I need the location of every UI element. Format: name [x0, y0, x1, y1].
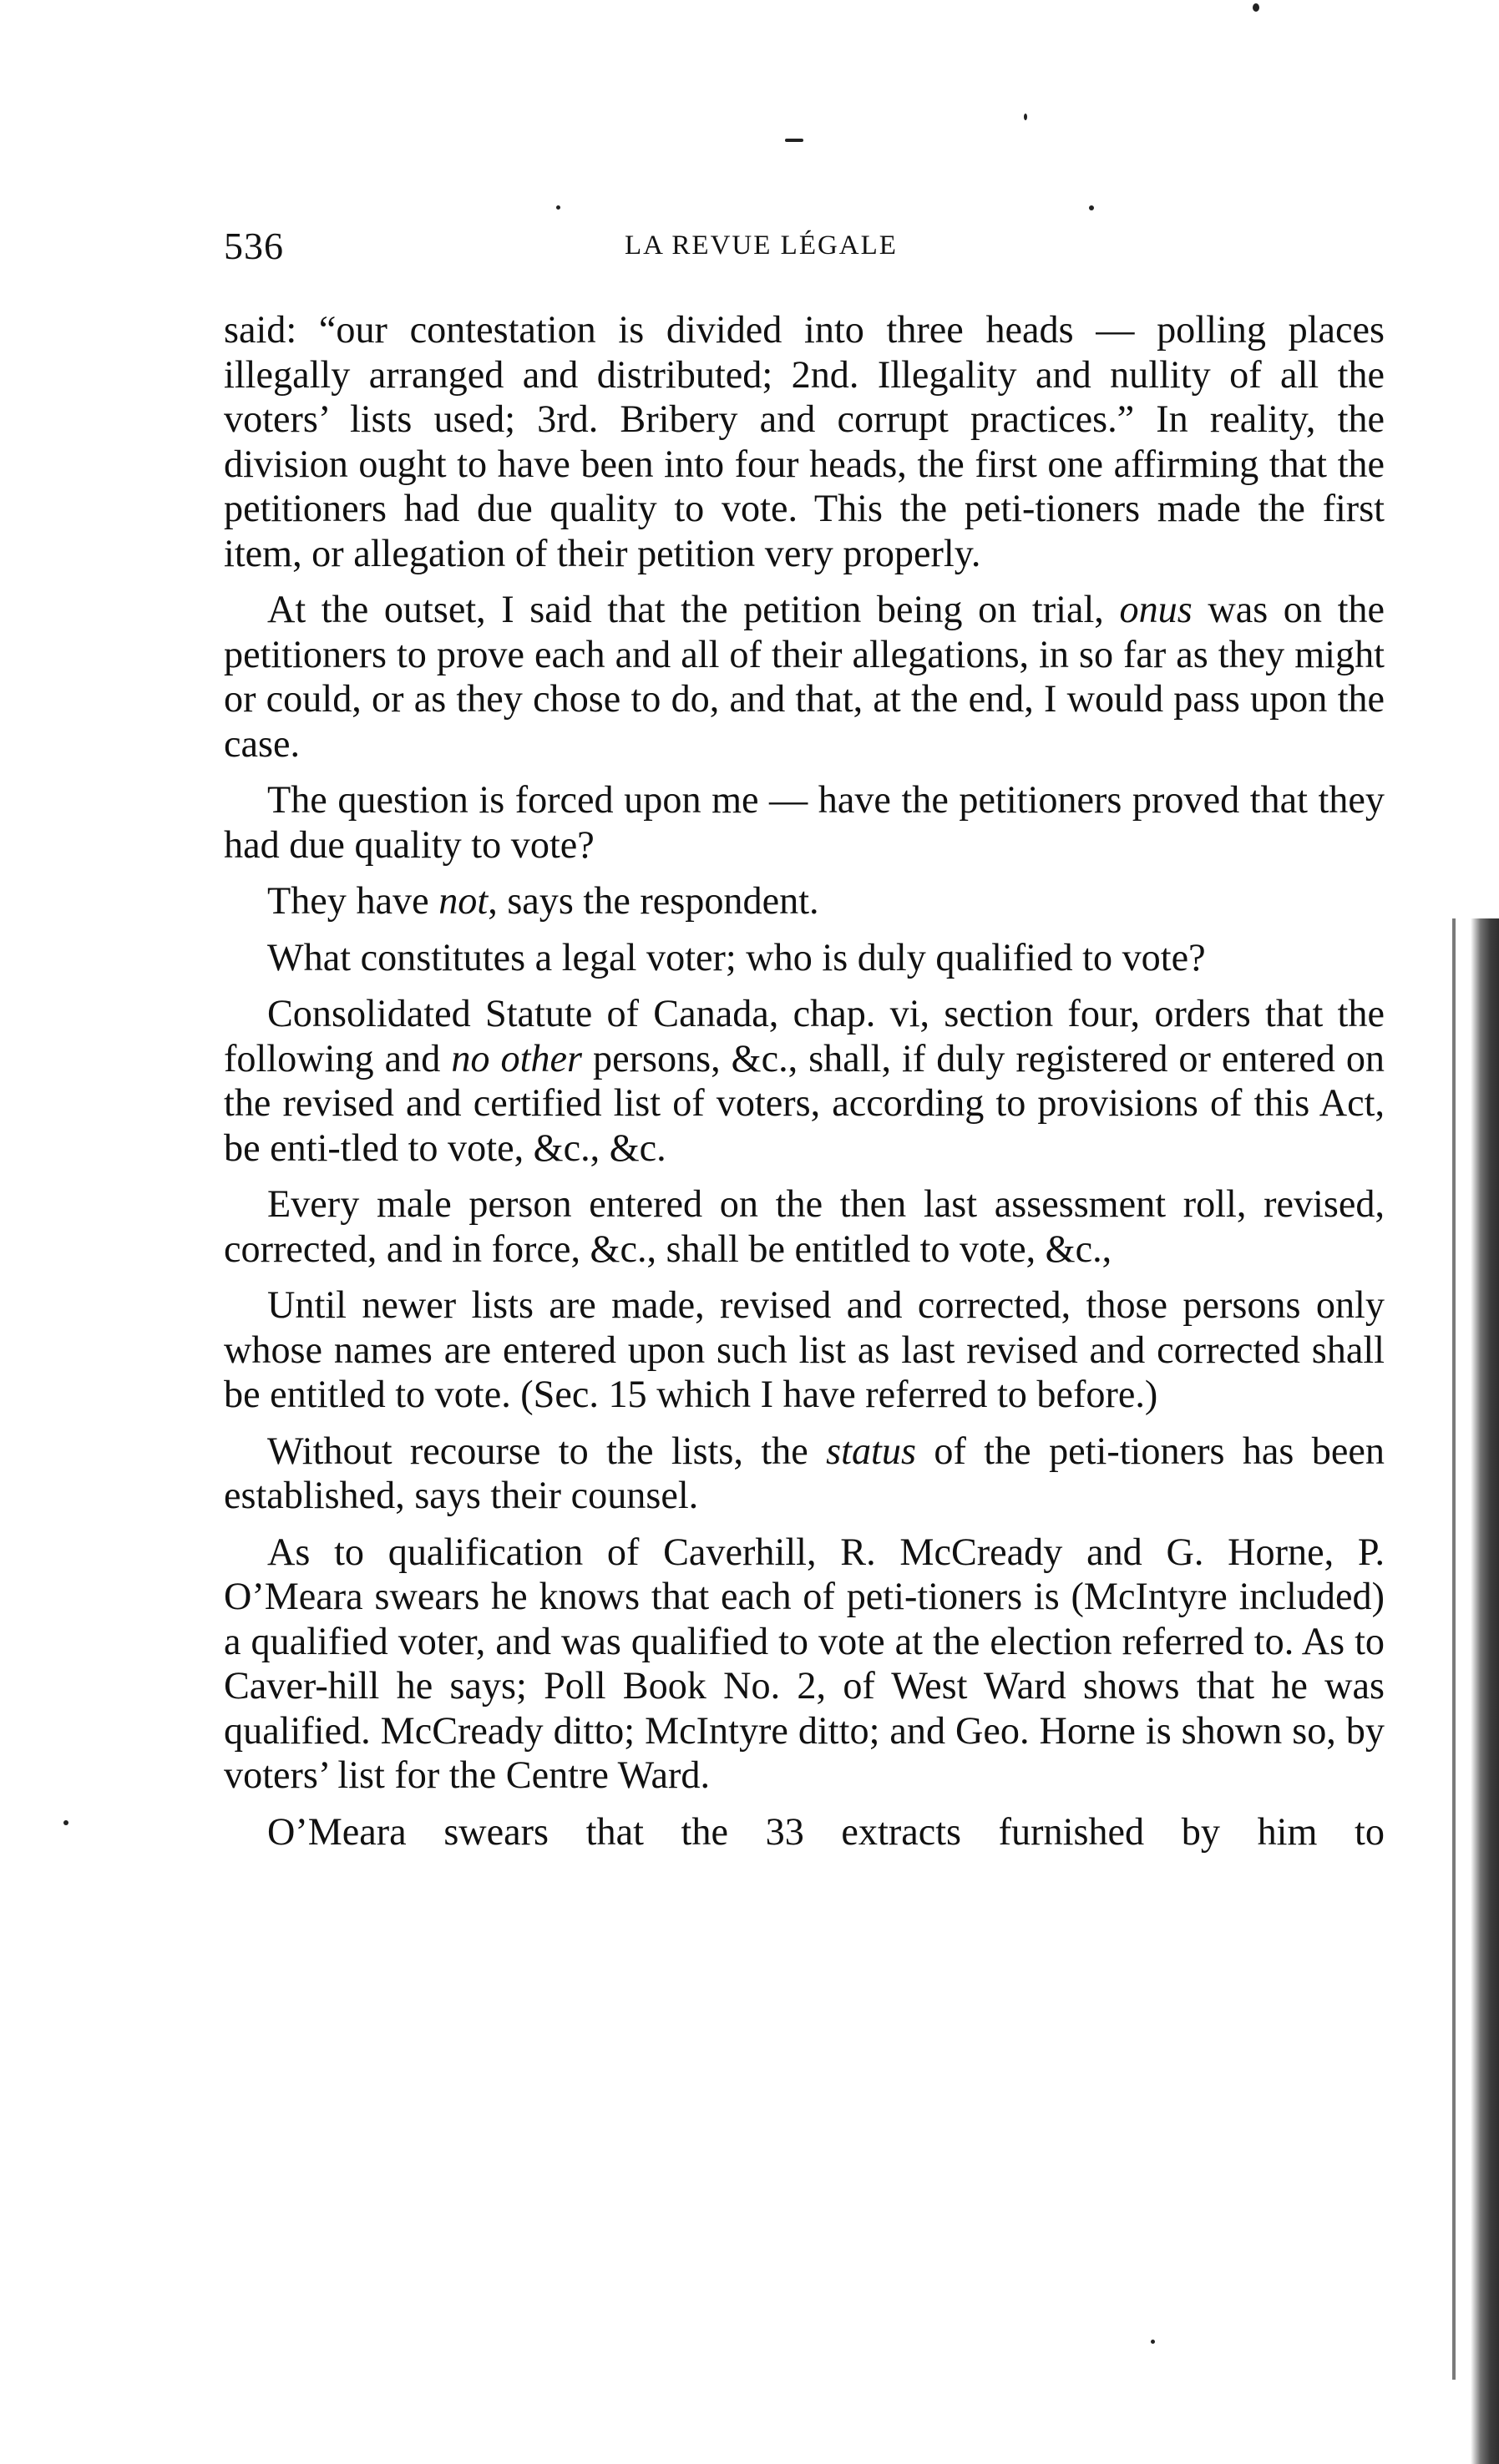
italic-text: not — [438, 879, 489, 922]
text-run: What constitutes a legal voter; who is duly qualified to vote? — [267, 935, 1206, 979]
scan-speck — [785, 139, 803, 142]
text-run: persons, &c., shall, if duly registered or entered on the revised and certified list of voters, according to provisions of this Act, be enti-tled to vote, &c., &c. — [224, 1036, 1385, 1169]
scan-speck — [1253, 3, 1259, 12]
paragraph — [224, 935, 1385, 980]
italic-text: status — [826, 1429, 916, 1472]
body-text — [224, 307, 1385, 1865]
text-run: Every male person entered on the then last assessment roll, revised, corrected, and in force, &c., shall be entitled to vote, &c., — [224, 1182, 1385, 1270]
text-run: of the peti-tioners has been established, says their counsel. — [224, 1429, 1385, 1516]
text-run: Without recourse to the lists, the — [267, 1429, 827, 1472]
scan-speck — [556, 205, 560, 210]
page-number: 536 — [224, 225, 284, 267]
italic-text: no other — [451, 1036, 583, 1080]
text-run: At the outset, I said that the petition being on trial, — [267, 588, 1120, 630]
paragraph — [224, 1181, 1385, 1271]
running-head: LA REVUE LÉGALE — [625, 230, 898, 261]
paragraph — [224, 991, 1385, 1170]
text-run: They have — [267, 879, 439, 922]
paragraph — [224, 777, 1385, 867]
scan-speck — [1089, 205, 1094, 210]
scan-speck — [1024, 114, 1027, 120]
text-run: said: “our contestation is divided into three heads — polling places illegally arranged and distributed; 2nd. Illegality and nullity of all the voters’ lists used; 3rd. Bribery and corrupt practices.” In reality, the division ought to have been into four heads, the first one affirming that the petitioners had due quality to vote. This the peti-tioners made the first item, or allegation of their petition very properly. — [224, 308, 1385, 574]
italic-text: onus — [1119, 588, 1193, 630]
paragraph — [224, 1429, 1385, 1518]
paragraph — [224, 587, 1385, 766]
paragraph — [224, 878, 1385, 923]
text-run: Until newer lists are made, revised and corrected, those persons only whose names are entered upon such list as last revised and corrected shall be entitled to vote. (Sec. 15 which I have referred to before.) — [224, 1283, 1385, 1415]
page-header — [224, 224, 1385, 274]
paragraph — [224, 307, 1385, 575]
paragraph — [224, 1809, 1385, 1854]
text-run: Consolidated Statute of Canada, chap. vi, section four, orders that the following and — [224, 992, 1385, 1080]
scan-speck — [1151, 2340, 1155, 2344]
scan-edge-line — [1452, 918, 1456, 2380]
scan-speck — [63, 1820, 68, 1825]
paragraph — [224, 1283, 1385, 1417]
paragraph — [224, 1530, 1385, 1798]
text-run: As to qualification of Caverhill, R. McCready and G. Horne, P. O’Meara swears he knows that each of peti-tioners is (McIntyre included) a qualified voter, and was qualified to vote at the election referred to. As to Caver-hill he says; Poll Book No. 2, of West Ward shows that he was qualified. McCready ditto; McIntyre ditto; and Geo. Horne is shown so, by voters’ list for the Centre Ward. — [224, 1530, 1385, 1796]
text-run: was on the petitioners to prove each and all of their allegations, in so far as they might or could, or as they chose to do, and that, at the end, I would pass upon the case. — [224, 588, 1385, 765]
text-run: O’Meara swears that the 33 extracts furnished by him to — [267, 1809, 1385, 1853]
scan-edge-shadow — [1471, 918, 1499, 2464]
text-run: , says the respondent. — [488, 879, 819, 922]
text-run: The question is forced upon me — have the petitioners proved that they had due quality to vote? — [224, 778, 1385, 866]
